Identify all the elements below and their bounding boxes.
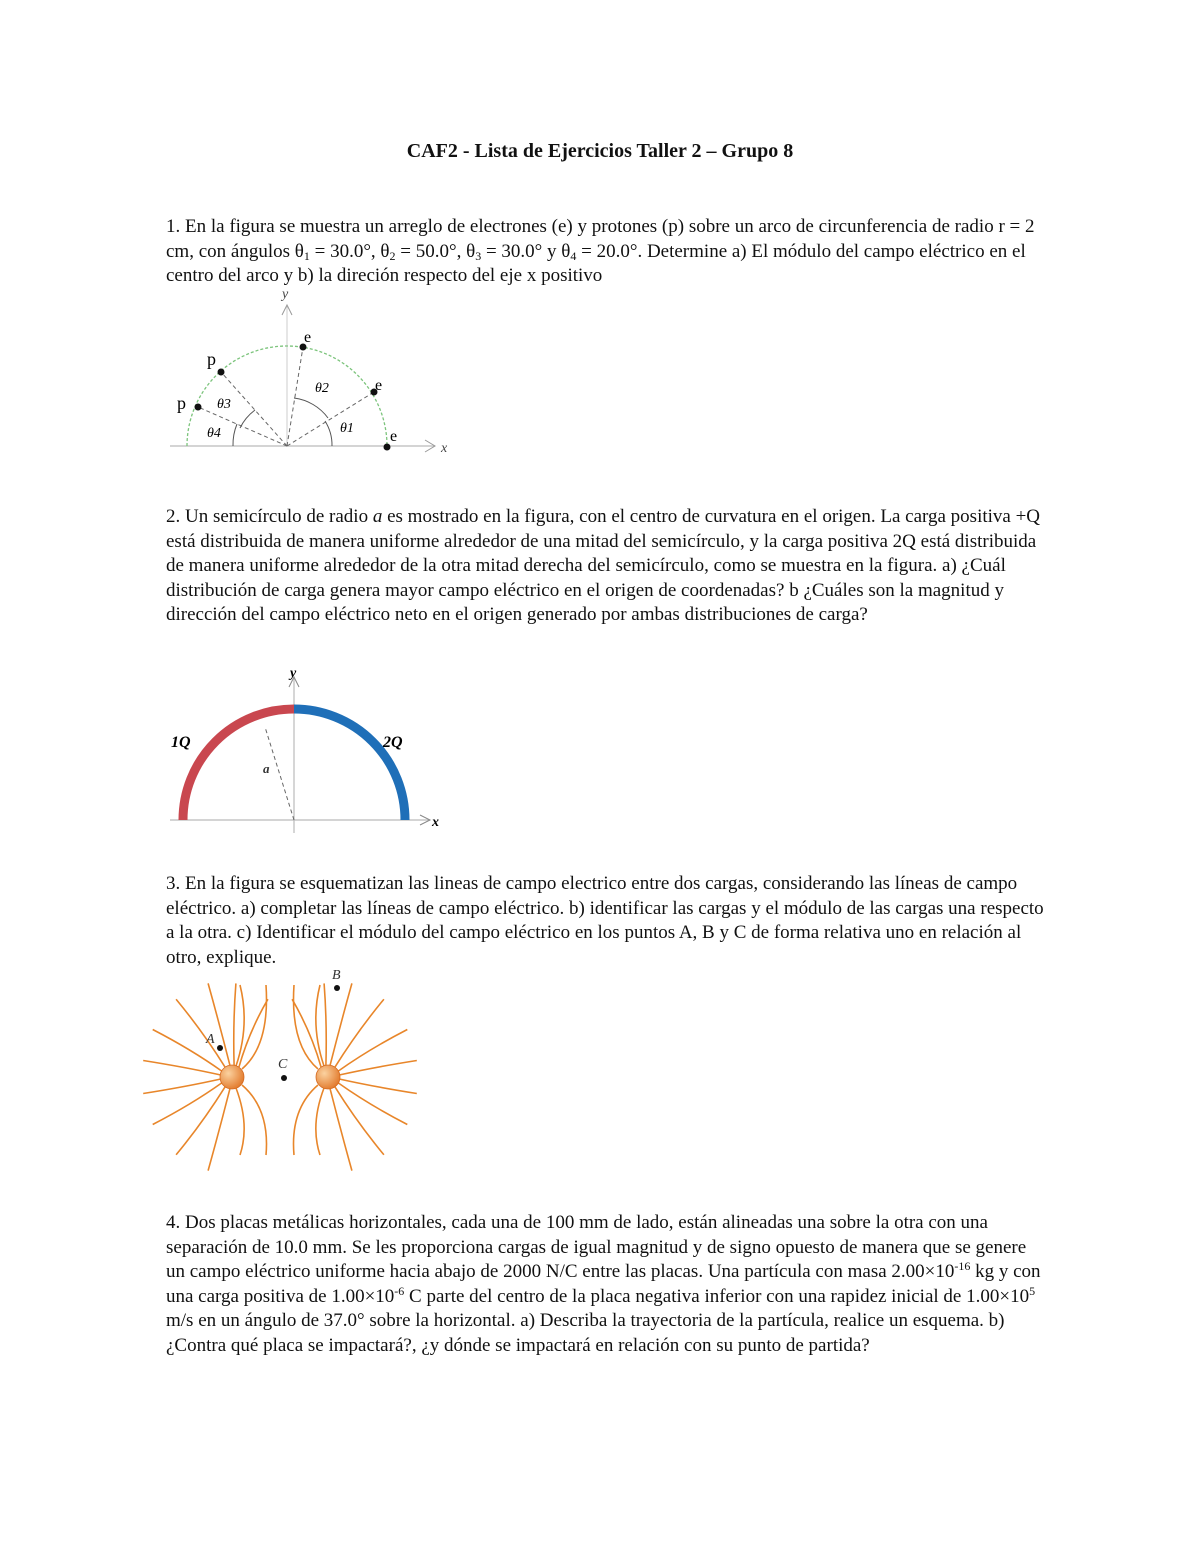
field-line [330,1089,352,1171]
right-quarter-arc [294,709,405,820]
radius-label: a [263,761,270,776]
problem-3-text: 3. En la figura se esquematizan las lineas de campo electrico entre dos cargas, considerando las líneas de campo eléctrico. a) completar las líneas de campo eléctrico. b) identificar las cargas y el módulo de las cargas una respecto a la otra. c) Identificar el módulo del campo eléctrico en los puntos A, B y C de forma relativa uno en relación al otro, explique. [166,873,1044,968]
problem-2-text: 2. Un semicírculo de radio a es mostrado en la figura, con el centro de curvatura en el origen. La carga positiva +Q está distribuida de manera uniforme alrededor de una mitad del semicírculo, y la carga positiva 2Q está distribuida de manera uniforme alrededor de la otra mitad derecha del semicírculo, como se muestra en la figura. a) ¿Cuál distribución de carga genera mayor campo eléctrico en el origen de coordenadas? b ¿Cuáles son la magnitud y dirección del campo eléctrico neto en el origen generado por ambas distribuciones de carga? [166,506,1041,625]
theta-3-label: θ3 [217,397,231,412]
field-line [208,983,230,1065]
field-line [208,1089,230,1171]
left-quarter-arc [183,709,294,820]
field-line [338,1083,407,1125]
label-e-axis: e [390,428,398,445]
label-p-lower: p [177,393,186,413]
right-charge-label: 2Q [383,734,403,751]
problem-4-text: 4. Dos placas metálicas horizontales, cada una de 100 mm de lado, están alineadas una sobre la otra con una separación de 10.0 mm. Se les proporciona cargas de igual magnitud y de signo opuesto de manera que se genere un campo eléctrico uniforme hacia abajo de 2000 N/C entre las placas. Una partícula con masa $2.00\times 10^{-16}$ kg y con una carga positiva de $1.00\times 10^{-6}$ C parte del centro de la placa negativa inferior con una rapidez inicial de $1.00\times 10^5$ m/s en un ángulo de 37.0° sobre la horizontal. a) Describa la trayectoria de la partícula, realice un esquema. b) ¿Contra qué placa se impactará?, ¿y dónde se impactará en relación con su punto de partida? [166,1212,1041,1356]
field-line [153,1083,222,1125]
theta-2-label: θ2 [315,381,329,396]
field-line [234,983,236,1065]
axis-x-label: x [432,815,439,830]
point-c [281,1075,287,1081]
field-line [316,1088,324,1155]
theta-1-label: θ1 [340,421,354,436]
proton-upper [218,369,225,376]
charge-left [220,1065,244,1089]
figure-1-arc-charges [165,285,465,460]
theta-4-label: θ4 [207,426,221,441]
axis-y-label: y [290,666,297,681]
problem-1-text: 1. En la figura se muestra un arreglo de electrones (e) y protones (p) sobre un arco de circunferencia de radio r = 2 cm, con ángulos $\theta_1 = 30.0^\circ$, $\theta_2 = 50.0^\circ$, $\theta_3 = 30.0^\circ$ y $\theta_4 = 20.0^\circ$. Determine a) El módulo del campo eléctrico en el centro del arco y b) la direción respecto del eje x positivo [166,216,1035,286]
field-line [236,1088,244,1155]
point-b-label: B [332,968,341,983]
figure-3-field-lines [170,968,400,1155]
label-e-top: e [304,329,312,346]
point-b [334,985,340,991]
left-charge-label: 1Q [171,734,191,751]
field-line [242,1085,267,1155]
point-a-label: A [206,1032,215,1047]
field-line [330,983,352,1065]
field-line [294,1085,319,1155]
axis-x-label: x [441,441,448,456]
point-a [217,1045,223,1051]
charge-right [316,1065,340,1089]
figure-2-semicircle [165,665,455,835]
proton-lower [195,404,202,411]
field-line [324,983,326,1065]
point-c-label: C [278,1057,288,1072]
field-line [338,1030,407,1072]
label-p-upper: p [207,349,216,369]
page-title: CAF2 - Lista de Ejercicios Taller 2 – Grupo 8 [406,140,794,162]
axis-y-label: y [282,287,289,302]
label-e-right: e [375,377,383,394]
